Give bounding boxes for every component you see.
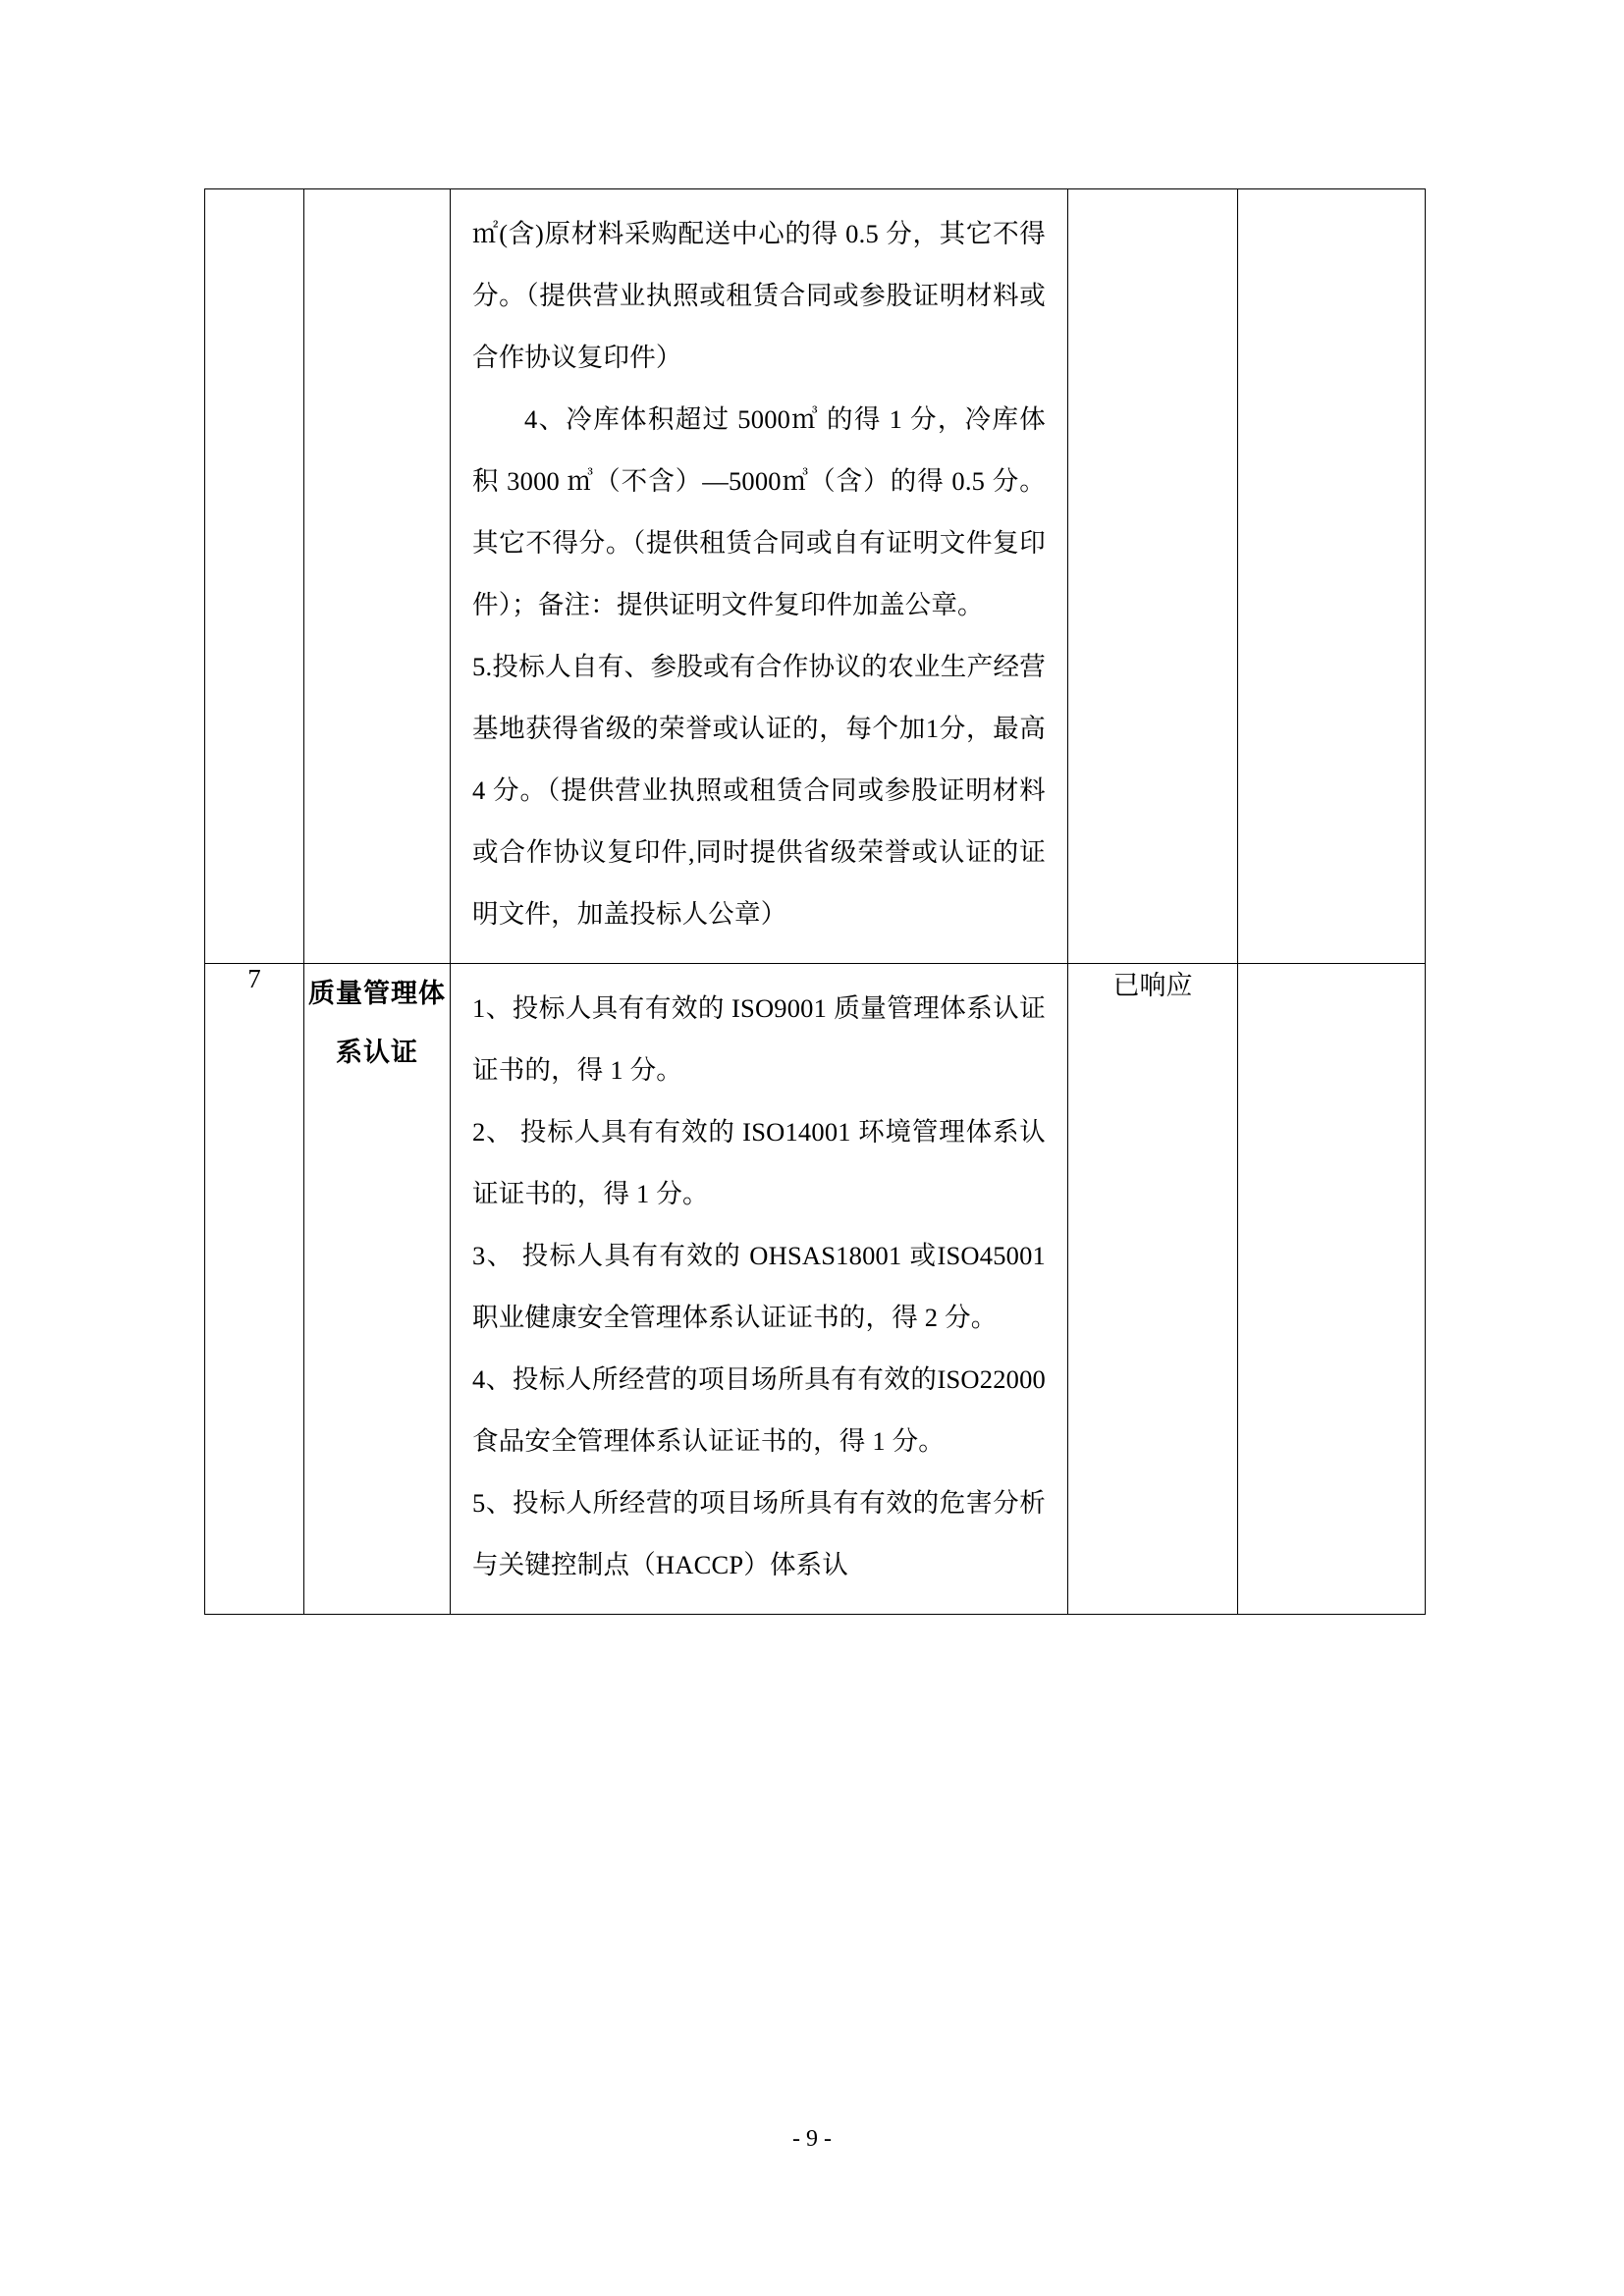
row-remark-cell [1238, 964, 1426, 1615]
row-remark-cell [1238, 189, 1426, 964]
row-description-cell [451, 189, 1068, 964]
row-description [451, 189, 1067, 963]
row-response: 已响应 [1112, 971, 1193, 1000]
row-number-cell [205, 964, 304, 1615]
row-number [205, 189, 303, 221]
description-paragraph: 3、 投标人具有有效的 OHSAS18001 或ISO45001 职业健康安全管理体系认证证书的，得 2 分。 [472, 1241, 1046, 1332]
description-paragraph: 4、投标人所经营的项目场所具有有效的ISO22000 食品安全管理体系认证证书的，得 1 分。 [472, 1364, 1046, 1456]
description-paragraph: 2、 投标人具有有效的 ISO14001 环境管理体系认证证书的，得 1 分。 [472, 1117, 1046, 1208]
row-response [1068, 189, 1237, 221]
row-response-cell [1068, 189, 1238, 964]
description-paragraph: 5、投标人所经营的项目场所具有有效的危害分析与关键控制点（HACCP）体系认 [472, 1488, 1046, 1579]
row-description [451, 964, 1067, 1614]
row-item-label [304, 189, 450, 221]
description-paragraph: ㎡(含)原材料采购配送中心的得 0.5 分，其它不得分。（提供营业执照或租赁合同或参股证明材料或合作协议复印件） [472, 219, 1046, 372]
row-number-cell [205, 189, 304, 964]
table-row [205, 964, 1426, 1615]
row-item-cell [304, 964, 451, 1615]
description-paragraph: 1、投标人具有有效的 ISO9001 质量管理体系认证证书的，得 1 分。 [472, 993, 1046, 1085]
description-paragraph: 4、冷库体积超过 5000㎥ 的得 1 分，冷库体积 3000 ㎥（不含）—5000㎥（含）的得 0.5 分。其它不得分。（提供租赁合同或自有证明文件复印件）；备注：提供证明文件复印件加盖公章。 [472, 404, 1046, 619]
row-remark [1238, 189, 1425, 221]
row-number: 7 [247, 964, 261, 993]
description-paragraph: 5.投标人自有、参股或有合作协议的农业生产经营基地获得省级的荣誉或认证的，每个加1分，最高 4 分。（提供营业执照或租赁合同或参股证明材料或合作协议复印件,同时提供省级荣誉或认证的证明文件，加盖投标人公章） [472, 652, 1046, 929]
row-item-label: 质量管理体系认证 [308, 979, 446, 1067]
page-footer: - 9 - [792, 2126, 832, 2152]
row-item-cell [304, 189, 451, 964]
row-response-cell [1068, 964, 1238, 1615]
evaluation-criteria-table [204, 188, 1426, 1615]
row-description-cell [451, 964, 1068, 1615]
table-row [205, 189, 1426, 964]
